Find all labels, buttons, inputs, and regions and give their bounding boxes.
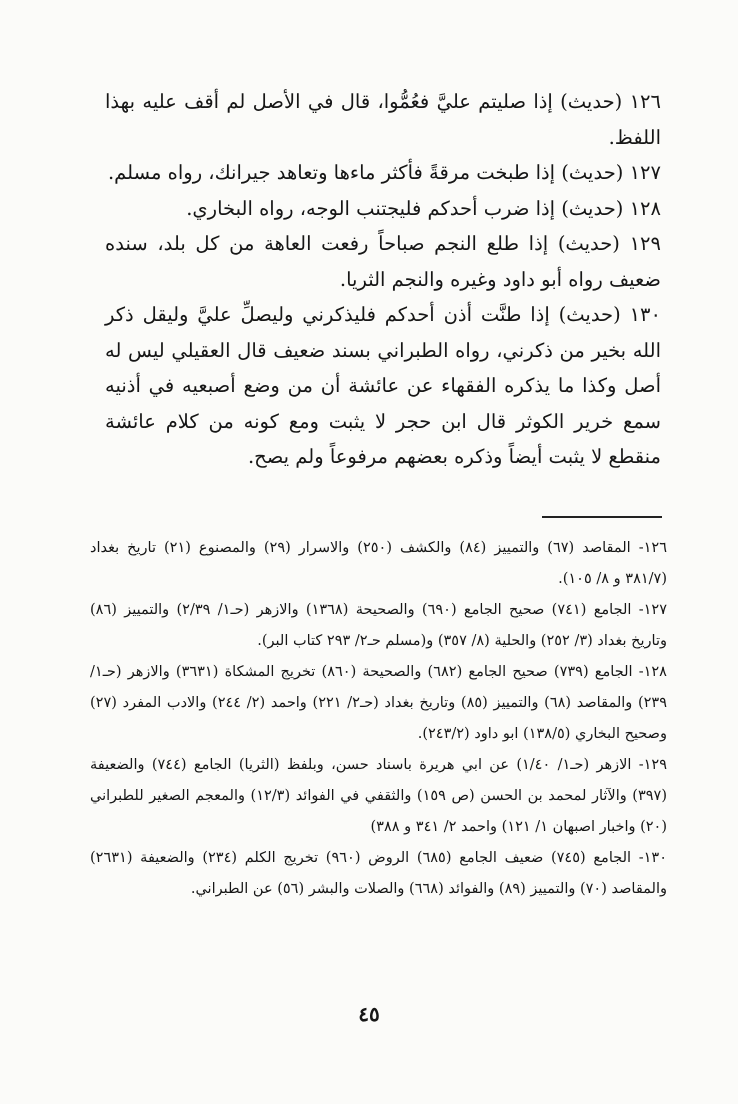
hadith-129: ١٢٩ (حديث) إذا طلع النجم صباحاً رفعت العاهة من كل بلد، سنده ضعيف رواه أبو داود وغيره والنجم الثريا.: [105, 232, 661, 291]
page-number: ٤٥: [358, 1002, 380, 1026]
main-text: [105, 84, 661, 475]
footnote-127: ١٢٧- الجامع (٧٤١) صحيح الجامع (٦٩٠) والصحيحة (١٣٦٨) والازهر (حـ١/ ٢/٣٩) والتمييز (٨٦) وتاريخ بغداد (٣/ ٢٥٢) والحلية (٨/ ٣٥٧) و(مسلم حـ٢/ ٢٩٣ كتاب البر).: [90, 602, 667, 649]
footnote-126: ١٢٦- المقاصد (٦٧) والتمييز (٨٤) والكشف (٢٥٠) والاسرار (٢٩) والمصنوع (٢١) تاريخ بغداد (٣٨١/٧ و ٨/ ١٠٥).: [90, 540, 667, 587]
footnote-divider: [542, 516, 662, 518]
footnotes: [90, 533, 667, 905]
hadith-128: ١٢٨ (حديث) إذا ضرب أحدكم فليجتنب الوجه، رواه البخاري.: [186, 196, 661, 220]
footnote-130: ١٣٠- الجامع (٧٤٥) ضعيف الجامع (٦٨٥) الروض (٩٦٠) تخريج الكلم (٢٣٤) والضعيفة (٢٦٣١) والمقاصد (٧٠) والتمييز (٨٩) والفوائد (٦٦٨) والصلات والبشر (٥٦) عن الطبراني.: [90, 850, 668, 897]
hadith-126: ١٢٦ (حديث) إذا صليتم عليَّ فعُمُّوا، قال في الأصل لم أقف عليه بهذا اللفظ.: [105, 90, 661, 149]
hadith-130: ١٣٠ (حديث) إذا طنَّت أذن أحدكم فليذكرني وليصلِّ عليَّ وليقل ذكر الله بخير من ذكرني، رواه الطبراني بسند ضعيف قال العقيلي ليس له أصل وكذا ما يذكره الفقهاء عن عائشة أن من وضع أصبعيه في أذنيه سمع خرير الكوثر قال ابن حجر لا يثبت ومع كونه من كلام عائشة منقطع لا يثبت أيضاً وذكره بعضهم مرفوعاً ولم يصح.: [105, 303, 661, 468]
footnote-129: ١٢٩- الازهر (حـ١/ ١/٤٠) عن ابي هريرة باسناد حسن، وبلفظ (الثريا) الجامع (٧٤٤) والضعيفة (٣٩٧) والآثار لمحمد بن الحسن (ص ١٥٩) والثقفي في الفوائد (١٢/٣) والمعجم الصغير للطبراني (٢٠) واخبار اصبهان ١/ ١٢١) واحمد ٢/ ٣٤١ و ٣٨٨): [90, 757, 668, 835]
footnote-128: ١٢٨- الجامع (٧٣٩) صحيح الجامع (٦٨٢) والصحيحة (٨٦٠) تخريج المشكاة (٣٦٣١) والازهر (حـ١/ ٢٣٩) والمقاصد (٦٨) والتمييز (٨٥) وتاريخ بغداد (حـ٢/ ٢٢١) واحمد (٢/ ٢٤٤) والادب المفرد (٢٧) وصحيح البخاري (١٣٨/٥) ابو داود (٢٤٣/٢).: [90, 664, 668, 742]
hadith-127: ١٢٧ (حديث) إذا طبخت مرقةً فأكثر ماءها وتعاهد جيرانك، رواه مسلم.: [107, 161, 661, 184]
